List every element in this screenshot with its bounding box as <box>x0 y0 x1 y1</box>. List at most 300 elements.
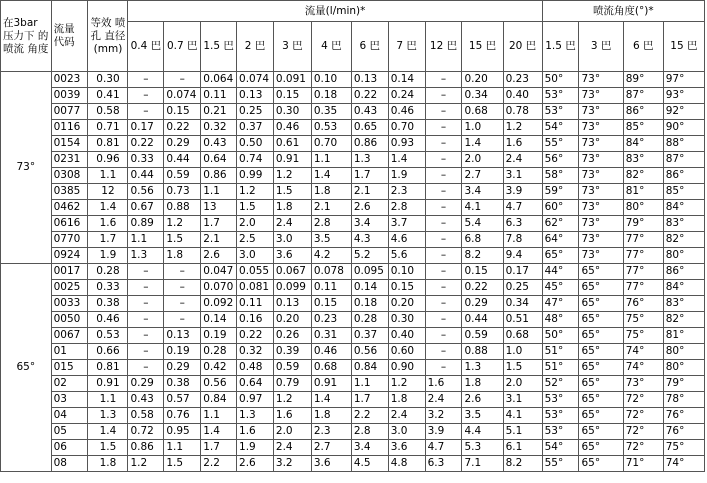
flow-value-cell: 3.4 <box>351 440 388 456</box>
flow-value-cell: 0.064 <box>201 72 237 88</box>
flow-code-cell: 0616 <box>51 216 88 232</box>
orifice-cell: 0.96 <box>88 152 128 168</box>
flow-value-cell: 3.2 <box>425 408 462 424</box>
flow-value-cell: 0.33 <box>128 152 164 168</box>
flow-value-cell: 0.51 <box>503 312 542 328</box>
flow-value-cell: 0.90 <box>388 360 425 376</box>
table-row <box>1 392 705 408</box>
flow-value-cell: 0.29 <box>128 376 164 392</box>
flow-value-cell: 0.39 <box>273 344 311 360</box>
table-row <box>1 424 705 440</box>
flow-code-cell: 015 <box>51 360 88 376</box>
flow-code-cell: 0154 <box>51 136 88 152</box>
flow-value-cell: 0.29 <box>164 360 201 376</box>
flow-value-cell: 8.2 <box>462 248 503 264</box>
header-orifice-diameter: 等效 喷孔 直径 (mm) <box>88 1 128 72</box>
flow-value-cell: 0.59 <box>462 328 503 344</box>
flow-value-cell: 0.93 <box>388 136 425 152</box>
flow-value-cell: 0.44 <box>128 168 164 184</box>
flow-value-cell: 0.64 <box>201 152 237 168</box>
flow-value-cell: 0.22 <box>351 88 388 104</box>
angle-value-cell: 73° <box>579 120 623 136</box>
flow-value-cell: 7.8 <box>503 232 542 248</box>
table-row <box>1 152 705 168</box>
flow-code-cell: 0231 <box>51 152 88 168</box>
flow-value-cell: 0.23 <box>503 72 542 88</box>
flow-value-cell: 2.3 <box>388 184 425 200</box>
flow-value-cell: 0.074 <box>164 88 201 104</box>
flow-value-cell: 0.13 <box>164 328 201 344</box>
flow-value-cell: – <box>425 248 462 264</box>
flow-value-cell: 3.1 <box>503 392 542 408</box>
flow-value-cell: 0.28 <box>351 312 388 328</box>
angle-value-cell: 83° <box>663 296 704 312</box>
flow-value-cell: 2.6 <box>201 248 237 264</box>
header-angle-group: 喷流角度(°)* <box>542 1 704 22</box>
flow-value-cell: 0.13 <box>273 296 311 312</box>
orifice-cell: 1.8 <box>88 456 128 472</box>
flow-value-cell: 0.68 <box>311 360 351 376</box>
angle-value-cell: 51° <box>542 360 579 376</box>
flow-value-cell: 5.2 <box>351 248 388 264</box>
flow-code-cell: 01 <box>51 344 88 360</box>
flow-value-cell: – <box>128 344 164 360</box>
flow-value-cell: 4.2 <box>311 248 351 264</box>
flow-value-cell: 0.19 <box>164 344 201 360</box>
header-flow-pressure: 20 巴 <box>503 22 542 72</box>
table-row <box>1 104 705 120</box>
flow-code-cell: 0039 <box>51 88 88 104</box>
angle-value-cell: 93° <box>663 88 704 104</box>
flow-value-cell: – <box>128 296 164 312</box>
header-angle-pressure: 15 巴 <box>663 22 704 72</box>
flow-value-cell: 1.6 <box>503 136 542 152</box>
table-body <box>1 72 705 472</box>
table-row <box>1 280 705 296</box>
angle-value-cell: 79° <box>623 216 663 232</box>
flow-value-cell: 0.97 <box>237 392 274 408</box>
flow-value-cell: 0.37 <box>351 328 388 344</box>
angle-value-cell: 72° <box>623 392 663 408</box>
flow-value-cell: 0.067 <box>273 264 311 280</box>
flow-value-cell: 0.10 <box>388 264 425 280</box>
angle-value-cell: 81° <box>663 328 704 344</box>
flow-value-cell: 0.14 <box>351 280 388 296</box>
table-row <box>1 88 705 104</box>
flow-value-cell: 0.22 <box>164 120 201 136</box>
flow-value-cell: 1.1 <box>351 376 388 392</box>
flow-code-cell: 0033 <box>51 296 88 312</box>
flow-value-cell: 2.8 <box>351 424 388 440</box>
flow-value-cell: 4.5 <box>351 456 388 472</box>
flow-value-cell: – <box>425 312 462 328</box>
flow-value-cell: 0.74 <box>237 152 274 168</box>
flow-value-cell: 1.3 <box>462 360 503 376</box>
flow-value-cell: 2.3 <box>311 424 351 440</box>
angle-value-cell: 53° <box>542 104 579 120</box>
flow-value-cell: 1.4 <box>462 136 503 152</box>
flow-value-cell: – <box>164 72 201 88</box>
angle-value-cell: 73° <box>579 136 623 152</box>
angle-value-cell: 62° <box>542 216 579 232</box>
flow-value-cell: 0.23 <box>311 312 351 328</box>
flow-value-cell: 6.3 <box>503 216 542 232</box>
orifice-cell: 0.58 <box>88 104 128 120</box>
flow-value-cell: 0.32 <box>201 120 237 136</box>
flow-value-cell: 3.0 <box>388 424 425 440</box>
header-angle-pressure: 6 巴 <box>623 22 663 72</box>
angle-value-cell: 76° <box>663 424 704 440</box>
header-flow-pressure: 3 巴 <box>273 22 311 72</box>
flow-value-cell: – <box>425 328 462 344</box>
flow-code-cell: 0067 <box>51 328 88 344</box>
angle-value-cell: 90° <box>663 120 704 136</box>
angle-value-cell: 86° <box>663 264 704 280</box>
flow-code-cell: 0385 <box>51 184 88 200</box>
flow-value-cell: 0.092 <box>201 296 237 312</box>
table-row <box>1 456 705 472</box>
angle-value-cell: 80° <box>663 344 704 360</box>
angle-value-cell: 65° <box>579 328 623 344</box>
angle-value-cell: 84° <box>623 136 663 152</box>
flow-value-cell: – <box>128 104 164 120</box>
header-flow-pressure: 2 巴 <box>237 22 274 72</box>
flow-value-cell: 0.43 <box>128 392 164 408</box>
flow-value-cell: 0.38 <box>164 376 201 392</box>
flow-value-cell: 0.16 <box>237 312 274 328</box>
flow-value-cell: 2.4 <box>388 408 425 424</box>
flow-value-cell: 1.1 <box>311 152 351 168</box>
flow-value-cell: 3.2 <box>273 456 311 472</box>
angle-value-cell: 65° <box>579 280 623 296</box>
flow-value-cell: 0.59 <box>164 168 201 184</box>
orifice-cell: 1.7 <box>88 232 128 248</box>
table-row <box>1 136 705 152</box>
table-row <box>1 184 705 200</box>
angle-value-cell: 50° <box>542 328 579 344</box>
angle-value-cell: 72° <box>623 408 663 424</box>
flow-value-cell: 3.6 <box>273 248 311 264</box>
flow-value-cell: 9.4 <box>503 248 542 264</box>
flow-code-cell: 0025 <box>51 280 88 296</box>
flow-value-cell: 1.8 <box>273 200 311 216</box>
flow-value-cell: 2.1 <box>311 200 351 216</box>
table-row <box>1 248 705 264</box>
flow-value-cell: 1.1 <box>201 408 237 424</box>
flow-value-cell: 2.4 <box>273 216 311 232</box>
flow-code-cell: 03 <box>51 392 88 408</box>
flow-value-cell: 1.2 <box>388 376 425 392</box>
angle-value-cell: 75° <box>623 312 663 328</box>
flow-value-cell: 0.46 <box>273 120 311 136</box>
flow-value-cell: 2.6 <box>462 392 503 408</box>
orifice-cell: 1.1 <box>88 168 128 184</box>
flow-code-cell: 04 <box>51 408 88 424</box>
angle-value-cell: 82° <box>663 232 704 248</box>
angle-value-cell: 53° <box>542 88 579 104</box>
flow-value-cell: 0.43 <box>351 104 388 120</box>
flow-value-cell: – <box>425 72 462 88</box>
flow-value-cell: – <box>128 280 164 296</box>
angle-value-cell: 53° <box>542 424 579 440</box>
flow-value-cell: – <box>164 296 201 312</box>
flow-value-cell: 0.29 <box>462 296 503 312</box>
flow-value-cell: 2.4 <box>503 152 542 168</box>
flow-value-cell: 0.22 <box>462 280 503 296</box>
header-angle-pressure: 3 巴 <box>579 22 623 72</box>
flow-value-cell: 1.2 <box>164 216 201 232</box>
flow-value-cell: 6.8 <box>462 232 503 248</box>
flow-value-cell: 3.5 <box>311 232 351 248</box>
flow-value-cell: 0.095 <box>351 264 388 280</box>
flow-value-cell: 1.7 <box>201 216 237 232</box>
angle-value-cell: 77° <box>623 232 663 248</box>
flow-value-cell: 1.2 <box>273 168 311 184</box>
angle-value-cell: 65° <box>579 312 623 328</box>
flow-value-cell: 3.9 <box>503 184 542 200</box>
flow-value-cell: 0.15 <box>273 88 311 104</box>
flow-value-cell: 2.7 <box>311 440 351 456</box>
flow-value-cell: 3.9 <box>425 424 462 440</box>
angle-value-cell: 48° <box>542 312 579 328</box>
flow-value-cell: – <box>425 104 462 120</box>
flow-value-cell: 0.40 <box>388 328 425 344</box>
angle-value-cell: 65° <box>579 264 623 280</box>
flow-value-cell: – <box>425 264 462 280</box>
flow-value-cell: 5.3 <box>462 440 503 456</box>
flow-value-cell: 1.4 <box>311 168 351 184</box>
angle-value-cell: 50° <box>542 72 579 88</box>
flow-value-cell: 1.4 <box>201 424 237 440</box>
angle-value-cell: 74° <box>663 456 704 472</box>
flow-value-cell: 1.7 <box>201 440 237 456</box>
flow-code-cell: 0770 <box>51 232 88 248</box>
angle-value-cell: 73° <box>623 376 663 392</box>
header-row-1 <box>1 1 705 22</box>
flow-value-cell: 0.28 <box>201 344 237 360</box>
flow-value-cell: 0.72 <box>128 424 164 440</box>
angle-value-cell: 65° <box>579 360 623 376</box>
flow-value-cell: 1.8 <box>311 184 351 200</box>
flow-value-cell: 0.79 <box>273 376 311 392</box>
flow-value-cell: 2.6 <box>237 456 274 472</box>
angle-value-cell: 59° <box>542 184 579 200</box>
table-row <box>1 408 705 424</box>
angle-value-cell: 56° <box>542 152 579 168</box>
flow-value-cell: 0.11 <box>311 280 351 296</box>
flow-value-cell: – <box>164 312 201 328</box>
flow-value-cell: 0.10 <box>311 72 351 88</box>
flow-value-cell: 0.88 <box>164 200 201 216</box>
flow-value-cell: 2.5 <box>237 232 274 248</box>
flow-code-cell: 0077 <box>51 104 88 120</box>
flow-value-cell: 1.2 <box>273 392 311 408</box>
flow-value-cell: 0.20 <box>273 312 311 328</box>
orifice-cell: 0.41 <box>88 88 128 104</box>
angle-value-cell: 84° <box>663 280 704 296</box>
table-row <box>1 360 705 376</box>
flow-value-cell: 0.40 <box>503 88 542 104</box>
flow-value-cell: 4.3 <box>351 232 388 248</box>
flow-value-cell: 1.5 <box>503 360 542 376</box>
angle-value-cell: 83° <box>663 216 704 232</box>
table-row <box>1 296 705 312</box>
header-flow-pressure: 15 巴 <box>462 22 503 72</box>
flow-value-cell: 0.34 <box>462 88 503 104</box>
flow-value-cell: 0.56 <box>128 184 164 200</box>
angle-value-cell: 65° <box>579 392 623 408</box>
flow-value-cell: 3.0 <box>273 232 311 248</box>
flow-value-cell: 1.6 <box>273 408 311 424</box>
angle-value-cell: 78° <box>663 392 704 408</box>
flow-value-cell: 0.21 <box>201 104 237 120</box>
flow-value-cell: 1.1 <box>164 440 201 456</box>
flow-value-cell: 0.070 <box>201 280 237 296</box>
flow-value-cell: – <box>425 120 462 136</box>
flow-value-cell: 1.5 <box>164 456 201 472</box>
angle-value-cell: 65° <box>579 408 623 424</box>
flow-value-cell: 0.31 <box>311 328 351 344</box>
flow-value-cell: 1.7 <box>351 392 388 408</box>
angle-value-cell: 65° <box>579 296 623 312</box>
angle-value-cell: 75° <box>663 440 704 456</box>
orifice-cell: 0.81 <box>88 136 128 152</box>
flow-value-cell: 0.88 <box>462 344 503 360</box>
flow-value-cell: 0.17 <box>503 264 542 280</box>
angle-value-cell: 97° <box>663 72 704 88</box>
flow-value-cell: 1.6 <box>425 376 462 392</box>
orifice-cell: 0.33 <box>88 280 128 296</box>
flow-value-cell: 0.055 <box>237 264 274 280</box>
angle-value-cell: 80° <box>623 200 663 216</box>
flow-value-cell: 2.2 <box>201 456 237 472</box>
flow-value-cell: 0.091 <box>273 72 311 88</box>
flow-value-cell: 1.6 <box>237 424 274 440</box>
flow-value-cell: 0.17 <box>128 120 164 136</box>
flow-value-cell: 4.7 <box>425 440 462 456</box>
flow-value-cell: 0.30 <box>273 104 311 120</box>
angle-value-cell: 92° <box>663 104 704 120</box>
angle-value-cell: 79° <box>663 376 704 392</box>
angle-value-cell: 73° <box>579 152 623 168</box>
flow-value-cell: 0.34 <box>503 296 542 312</box>
flow-code-cell: 0023 <box>51 72 88 88</box>
flow-value-cell: 4.1 <box>462 200 503 216</box>
flow-value-cell: 1.3 <box>128 248 164 264</box>
flow-value-cell: 0.58 <box>128 408 164 424</box>
orifice-cell: 0.28 <box>88 264 128 280</box>
flow-value-cell: 0.84 <box>351 360 388 376</box>
flow-value-cell: – <box>425 88 462 104</box>
angle-value-cell: 72° <box>623 440 663 456</box>
angle-value-cell: 84° <box>663 200 704 216</box>
header-flow-pressure: 4 巴 <box>311 22 351 72</box>
flow-value-cell: 0.20 <box>388 296 425 312</box>
flow-value-cell: – <box>425 152 462 168</box>
angle-value-cell: 77° <box>623 280 663 296</box>
flow-value-cell: – <box>128 72 164 88</box>
angle-value-cell: 80° <box>663 360 704 376</box>
angle-value-cell: 73° <box>579 104 623 120</box>
flow-value-cell: 7.1 <box>462 456 503 472</box>
angle-value-cell: 65° <box>579 424 623 440</box>
angle-value-cell: 82° <box>623 168 663 184</box>
header-angle-pressure: 1.5 巴 <box>542 22 579 72</box>
flow-value-cell: 2.2 <box>351 408 388 424</box>
flow-value-cell: 0.078 <box>311 264 351 280</box>
flow-value-cell: 0.14 <box>201 312 237 328</box>
flow-value-cell: 0.074 <box>237 72 274 88</box>
table-row <box>1 264 705 280</box>
flow-value-cell: 1.5 <box>237 200 274 216</box>
table-row <box>1 344 705 360</box>
header-flow-pressure: 0.4 巴 <box>128 22 164 72</box>
flow-value-cell: – <box>425 184 462 200</box>
flow-value-cell: 4.1 <box>503 408 542 424</box>
orifice-cell: 1.4 <box>88 200 128 216</box>
flow-value-cell: 0.24 <box>388 88 425 104</box>
flow-value-cell: 0.78 <box>503 104 542 120</box>
flow-value-cell: 0.46 <box>388 104 425 120</box>
flow-value-cell: 1.9 <box>388 168 425 184</box>
flow-value-cell: 1.0 <box>462 120 503 136</box>
angle-value-cell: 73° <box>579 200 623 216</box>
spray-angle-group-cell: 65° <box>1 264 52 472</box>
table-row <box>1 376 705 392</box>
angle-value-cell: 71° <box>623 456 663 472</box>
flow-value-cell: 0.67 <box>128 200 164 216</box>
flow-value-cell: 3.6 <box>311 456 351 472</box>
flow-value-cell: 0.42 <box>201 360 237 376</box>
flow-code-cell: 0116 <box>51 120 88 136</box>
flow-value-cell: 0.047 <box>201 264 237 280</box>
flow-value-cell: 0.15 <box>388 280 425 296</box>
flow-value-cell: 0.65 <box>351 120 388 136</box>
angle-value-cell: 73° <box>579 216 623 232</box>
angle-value-cell: 44° <box>542 264 579 280</box>
flow-value-cell: 5.1 <box>503 424 542 440</box>
flow-code-cell: 05 <box>51 424 88 440</box>
flow-value-cell: 2.0 <box>462 152 503 168</box>
flow-value-cell: – <box>425 280 462 296</box>
angle-value-cell: 60° <box>542 200 579 216</box>
flow-value-cell: 6.3 <box>425 456 462 472</box>
flow-value-cell: 2.4 <box>425 392 462 408</box>
flow-value-cell: – <box>128 360 164 376</box>
spray-angle-group-cell: 73° <box>1 72 52 264</box>
flow-value-cell: 2.0 <box>503 376 542 392</box>
orifice-cell: 0.66 <box>88 344 128 360</box>
header-flow-pressure: 6 巴 <box>351 22 388 72</box>
flow-value-cell: 1.1 <box>201 184 237 200</box>
flow-value-cell: 4.4 <box>462 424 503 440</box>
angle-value-cell: 87° <box>623 88 663 104</box>
angle-value-cell: 85° <box>663 184 704 200</box>
flow-value-cell: 1.3 <box>351 152 388 168</box>
orifice-cell: 0.38 <box>88 296 128 312</box>
angle-value-cell: 73° <box>579 184 623 200</box>
flow-value-cell: 0.57 <box>164 392 201 408</box>
flow-value-cell: 0.13 <box>351 72 388 88</box>
flow-value-cell: 8.2 <box>503 456 542 472</box>
angle-value-cell: 83° <box>623 152 663 168</box>
flow-value-cell: 0.91 <box>311 376 351 392</box>
flow-value-cell: 1.5 <box>164 232 201 248</box>
flow-value-cell: 0.86 <box>201 168 237 184</box>
angle-value-cell: 53° <box>542 408 579 424</box>
flow-value-cell: 0.22 <box>237 328 274 344</box>
flow-value-cell: 1.4 <box>388 152 425 168</box>
